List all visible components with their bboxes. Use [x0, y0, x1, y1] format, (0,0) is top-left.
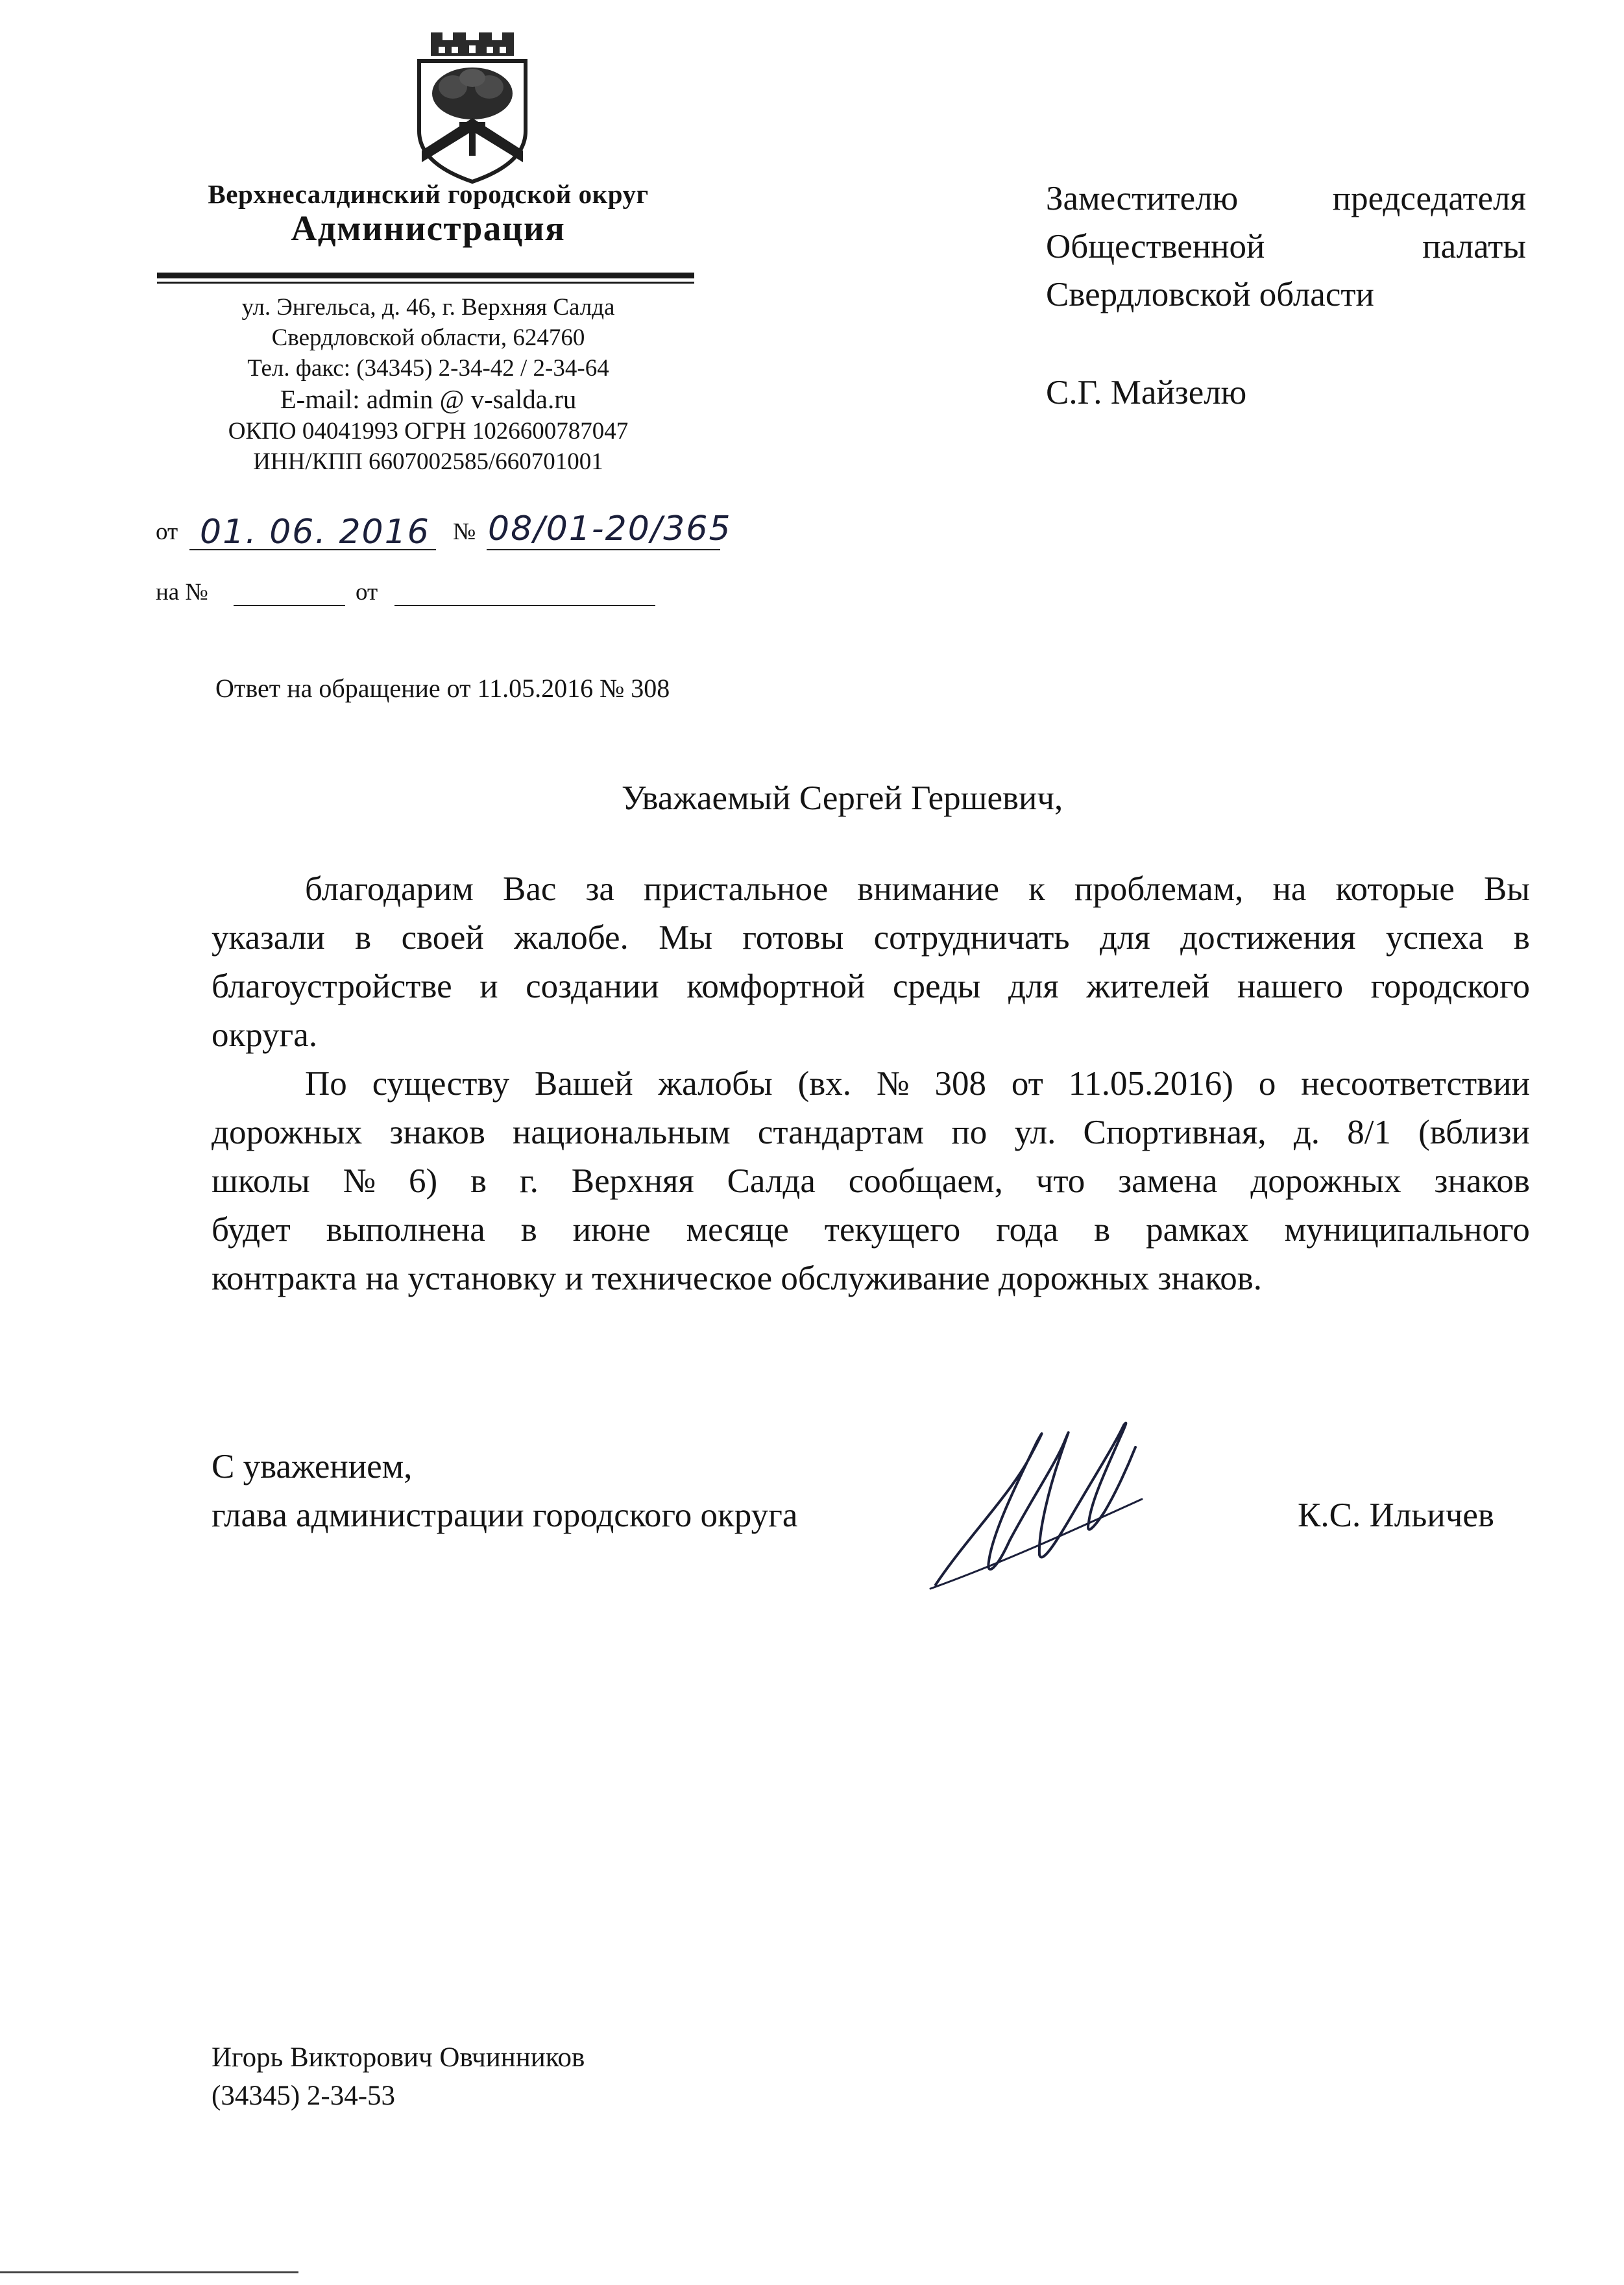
word: №	[876, 1065, 910, 1103]
word: месяце	[686, 1211, 789, 1249]
text-line	[212, 1210, 1530, 1249]
word: достижения	[1180, 919, 1356, 957]
word: 11.05.2016)	[1068, 1065, 1233, 1103]
address-line: Свердловской области, 624760	[271, 324, 585, 351]
letterhead-divider-thin	[157, 282, 694, 284]
executor-phone: (34345) 2-34-53	[212, 2081, 396, 2111]
word: 8/1	[1347, 1114, 1391, 1151]
word: что	[1036, 1162, 1085, 1200]
number-prefix: №	[453, 519, 476, 545]
word: для	[1008, 968, 1059, 1005]
organization-name: Верхнесалдинский городской округ	[208, 179, 649, 209]
word: благодарим	[305, 870, 474, 908]
word: несоответствии	[1301, 1065, 1530, 1103]
signer-position: глава администрации городского округа	[212, 1497, 798, 1534]
handwritten-signature	[921, 1402, 1168, 1590]
text-line: контракта на установку и техническое обслуживание дорожных знаков.	[212, 1260, 1263, 1297]
word: выполнена	[326, 1211, 485, 1249]
word: готовы	[742, 919, 844, 957]
word: за	[585, 870, 614, 908]
word: благоустройстве	[212, 968, 452, 1005]
word: рамках	[1146, 1211, 1249, 1249]
reference-number-blank	[234, 604, 345, 606]
word: (вх.	[797, 1065, 852, 1103]
word: По	[305, 1065, 347, 1103]
word: дорожных	[1250, 1162, 1401, 1200]
handwritten-date: 01. 06. 2016	[200, 513, 430, 552]
text-line	[212, 1113, 1530, 1152]
word: знаков	[1434, 1162, 1530, 1200]
word: знаков	[389, 1114, 485, 1151]
letterhead-divider-thick	[157, 273, 694, 278]
text-line: округа.	[212, 1016, 318, 1054]
word: от	[1011, 1065, 1043, 1103]
word: школы	[212, 1162, 310, 1200]
word: в	[1094, 1211, 1111, 1249]
word: внимание	[857, 870, 999, 908]
word: текущего	[824, 1211, 961, 1249]
word: муниципального	[1284, 1211, 1530, 1249]
closing-salutation: С уважением,	[212, 1448, 413, 1485]
word: существу	[372, 1065, 510, 1103]
reference-date-prefix: от	[356, 579, 378, 605]
greeting: Уважаемый Сергей Гершевич,	[622, 779, 1063, 817]
word: будет	[212, 1211, 291, 1249]
word: о	[1258, 1065, 1276, 1103]
word: замена	[1118, 1162, 1218, 1200]
word: Салда	[727, 1162, 816, 1200]
coat-of-arms-icon	[405, 27, 540, 184]
addressee-position-word: председателя	[1332, 180, 1526, 217]
word: дорожных	[212, 1114, 363, 1151]
word: среды	[892, 968, 981, 1005]
word: 308	[934, 1065, 986, 1103]
email-line: E-mail: admin @ v-salda.ru	[280, 384, 577, 414]
word: в	[520, 1211, 537, 1249]
addressee-line-1	[1046, 179, 1526, 218]
word: г.	[519, 1162, 539, 1200]
addressee-organization-word: палаты	[1422, 228, 1526, 265]
handwritten-outgoing-number: 08/01-20/365	[488, 509, 732, 548]
word: создании	[526, 968, 659, 1005]
word: Вы	[1483, 870, 1530, 908]
word: 6)	[409, 1162, 438, 1200]
word: сотрудничать	[873, 919, 1070, 957]
address-line: ул. Энгельса, д. 46, г. Верхняя Салда	[241, 294, 615, 321]
word: ул.	[1014, 1114, 1056, 1151]
word: жалобы	[658, 1065, 773, 1103]
word: пристальное	[644, 870, 829, 908]
word: комфортной	[686, 968, 866, 1005]
word: для	[1099, 919, 1150, 957]
word: д.	[1293, 1114, 1320, 1151]
phone-fax-line: Тел. факс: (34345) 2-34-42 / 2-34-64	[247, 355, 609, 382]
word: городского	[1370, 968, 1530, 1005]
word: указали	[212, 919, 325, 957]
word: Вас	[502, 870, 557, 908]
text-line	[212, 1162, 1530, 1201]
word: №	[343, 1162, 376, 1200]
reference-number-prefix: на №	[156, 579, 208, 605]
word: и	[479, 968, 498, 1005]
page-bottom-line	[0, 2271, 298, 2273]
word: нашего	[1237, 968, 1344, 1005]
word: года	[996, 1211, 1059, 1249]
word: на	[1272, 870, 1307, 908]
addressee-line-2	[1046, 227, 1526, 266]
text-line	[305, 1064, 1530, 1103]
word: стандартам	[757, 1114, 925, 1151]
okpo-ogrn-line: ОКПО 04041993 ОГРН 1026600787047	[228, 418, 629, 445]
inn-kpp-line: ИНН/КПП 6607002585/660701001	[253, 448, 603, 475]
word: июне	[572, 1211, 651, 1249]
word: Мы	[659, 919, 712, 957]
executor-name: Игорь Викторович Овчинников	[212, 2042, 585, 2073]
reference-date-blank	[394, 604, 655, 606]
word: по	[951, 1114, 988, 1151]
signer-name: К.С. Ильичев	[1298, 1497, 1494, 1534]
addressee-organization-word: Общественной	[1046, 228, 1265, 265]
text-line	[212, 918, 1530, 957]
text-line	[305, 870, 1530, 909]
letter-subject: Ответ на обращение от 11.05.2016 № 308	[215, 674, 670, 703]
word: (вблизи	[1418, 1114, 1530, 1151]
organization-administration-title: Администрация	[291, 208, 566, 248]
addressee-name: С.Г. Майзелю	[1046, 374, 1247, 411]
word: к	[1028, 870, 1045, 908]
word: жалобе.	[514, 919, 629, 957]
word: национальным	[513, 1114, 731, 1151]
text-line	[212, 967, 1530, 1006]
word: в	[355, 919, 372, 957]
word: своей	[401, 919, 484, 957]
word: проблемам,	[1074, 870, 1244, 908]
word: жителей	[1086, 968, 1210, 1005]
word: Спортивная,	[1083, 1114, 1266, 1151]
word: успеха	[1385, 919, 1484, 957]
word: Верхняя	[571, 1162, 694, 1200]
word: которые	[1335, 870, 1455, 908]
word: Вашей	[535, 1065, 633, 1103]
addressee-region: Свердловской области	[1046, 276, 1374, 313]
word: в	[470, 1162, 487, 1200]
date-prefix: от	[156, 519, 178, 545]
word: сообщаем,	[848, 1162, 1003, 1200]
addressee-position-word: Заместителю	[1046, 180, 1239, 217]
word: в	[1513, 919, 1530, 957]
